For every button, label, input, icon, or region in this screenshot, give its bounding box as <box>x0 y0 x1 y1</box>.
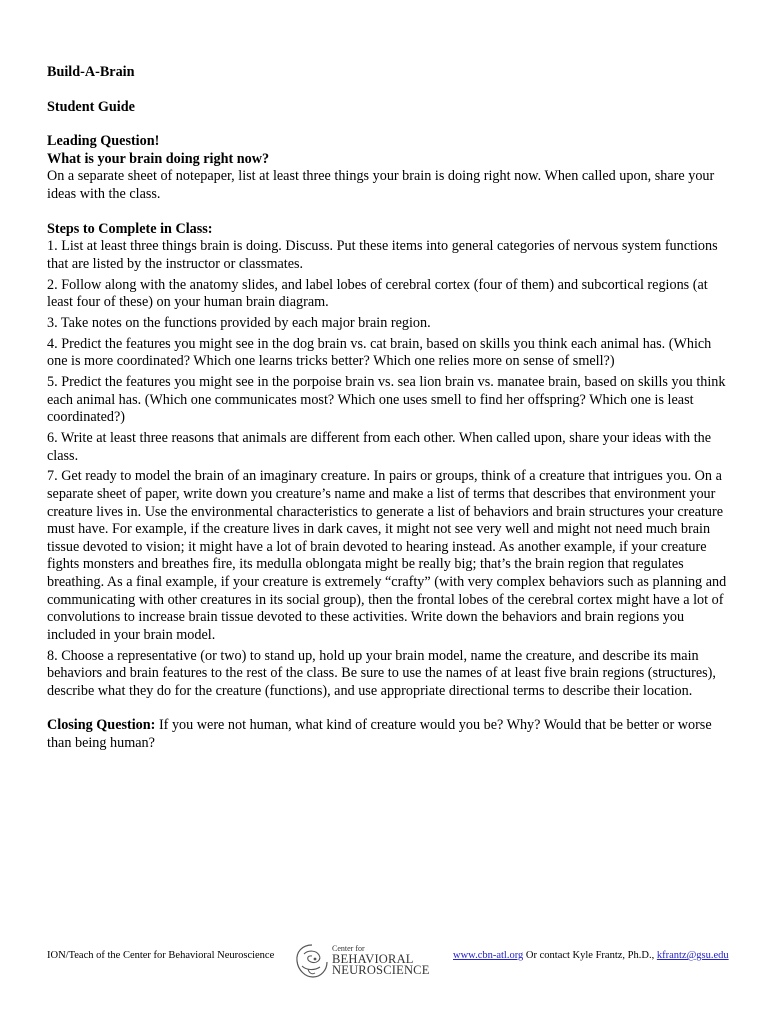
contact-text: Or contact Kyle Frantz, Ph.D., <box>523 950 657 961</box>
step-4: 4. Predict the features you might see in the dog brain vs. cat brain, based on skills you think each animal has. (Which one is more coordinated? Which one learns tricks better? Which one relies more on sense of smell?) <box>47 335 712 370</box>
website-link[interactable]: www.cbn-atl.org <box>453 950 524 961</box>
footer-contact <box>453 950 729 961</box>
step-2: 2. Follow along with the anatomy slides, and label lobes of cerebral cortex (four of them) and subcortical regions (at least four of these) on your human brain diagram. <box>47 276 708 311</box>
document-subtitle: Student Guide <box>47 98 135 115</box>
leading-question-label: Leading Question! <box>47 133 160 150</box>
logo-wordmark <box>332 944 430 976</box>
leading-question-heading: What is your brain doing right now? <box>47 150 270 167</box>
step-7: 7. Get ready to model the brain of an imaginary creature. In pairs or groups, think of a creature that intrigues you. On a separate sheet of paper, write down you creature’s name and make a list of terms that describes that environment your creature lives in. Use the environmental characteristics to generate a list of behaviors and brain structures your creature must have. For example, if the creature lives in dark caves, it might not see very well and might not need much brain tissue devoted to vision; it might have a lot of brain devoted to hearing instead. As another example, if your creature fights monsters and breathes fire, its medulla oblongata might be really big; that’s the brain region that regulates breathing. As a final example, if your creature is extremely “crafty” (with very complex behaviors such as planning and communicating with other creatures in its social group), then the frontal lobes of the cerebral cortex might have a lot of convolutions to increase brain tissue devoted to these activities. Write down the behaviors and brain regions you included in your brain model. <box>47 468 727 643</box>
footer-credit: ION/Teach of the Center for Behavioral Neuroscience <box>47 950 275 961</box>
logo-center-for: Center for <box>332 944 365 953</box>
cbn-logo <box>294 940 430 984</box>
closing-question-label: Closing Question: <box>47 717 156 734</box>
steps-heading: Steps to Complete in Class: <box>47 220 213 237</box>
page-footer <box>0 940 770 990</box>
document-body <box>47 64 727 767</box>
leading-question-text: On a separate sheet of notepaper, list at least three things your brain is doing right now. When called upon, share your ideas with the class. <box>47 168 715 202</box>
step-6: 6. Write at least three reasons that animals are different from each other. When called upon, share your ideas with the class. <box>47 430 712 464</box>
step-1: 1. List at least three things brain is doing. Discuss. Put these items into general categories of nervous system functions that are listed by the instructor or classmates. <box>47 238 718 272</box>
step-3: 3. Take notes on the functions provided by each major brain region. <box>47 314 431 331</box>
step-5: 5. Predict the features you might see in the porpoise brain vs. sea lion brain vs. manatee brain, based on skills you think each animal has. (Which one communicates most? Which one uses smell to find her offspring? Which one is least coordinated?) <box>47 374 726 426</box>
document-title: Build-A-Brain <box>47 64 135 80</box>
logo-behavioral: BEHAVIORAL <box>332 952 414 966</box>
brain-logo-icon <box>294 942 330 980</box>
closing-question-text: If you were not human, what kind of creature would you be? Why? Would that be better or worse than being human? <box>47 717 712 751</box>
email-link[interactable]: kfrantz@gsu.edu <box>656 950 729 961</box>
logo-neuroscience: NEUROSCIENCE <box>332 963 430 977</box>
step-8: 8. Choose a representative (or two) to stand up, hold up your brain model, name the creature, and describe its main behaviors and brain features to the rest of the class. Be sure to use the names of at least five brain regions (structures), describe what they do for the creature (functions), and use appropriate directional terms to describe their location. <box>47 647 716 699</box>
closing-question <box>47 717 727 752</box>
